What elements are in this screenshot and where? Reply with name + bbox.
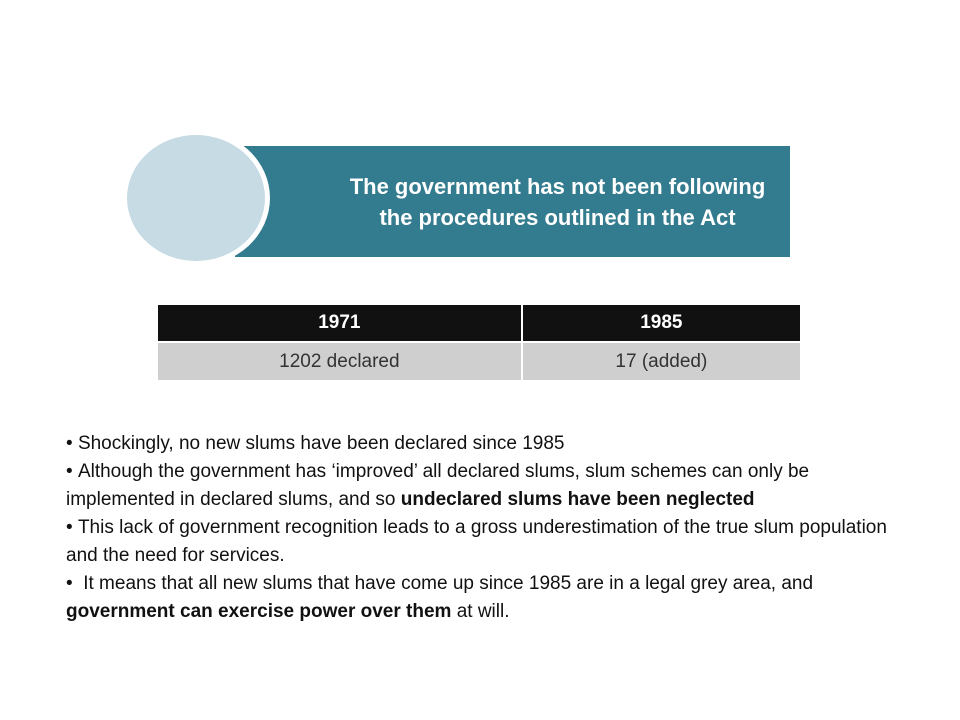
bullet-emphasis: government can exercise power over them [66, 601, 452, 622]
bullet-item-1 [66, 430, 896, 458]
bullet-text: This lack of government recognition leads to a gross underestimation of the true slum population and the need for services. [66, 517, 887, 566]
bullet-text: It means that all new slums that have come up since 1985 are in a legal grey area, and [77, 573, 814, 594]
table-header-row [158, 305, 800, 342]
bullet-item-2 [66, 458, 896, 514]
bullet-emphasis: undeclared slums have been neglected [400, 489, 755, 510]
banner-title: The government has not been following the procedures outlined in the Act [349, 173, 766, 230]
bullet-list [66, 430, 896, 626]
bullet-item-4 [66, 570, 896, 626]
table-header-1985: 1985 [522, 305, 800, 342]
table-cell-1985: 17 (added) [522, 342, 800, 380]
bullet-item-3 [66, 514, 896, 570]
banner [235, 146, 790, 257]
data-table [158, 305, 800, 380]
bullet-text: Shockingly, no new slums have been declared since 1985 [77, 433, 565, 454]
table-header-1971: 1971 [158, 305, 522, 342]
table-cell-1971: 1202 declared [158, 342, 522, 380]
bullet-text: at will. [451, 601, 510, 622]
bullet-text: Although the government has ‘improved’ all declared slums, slum schemes can only be implemented in declared slums, and so [66, 461, 810, 510]
decorative-circle [122, 130, 270, 266]
table-row [158, 342, 800, 380]
